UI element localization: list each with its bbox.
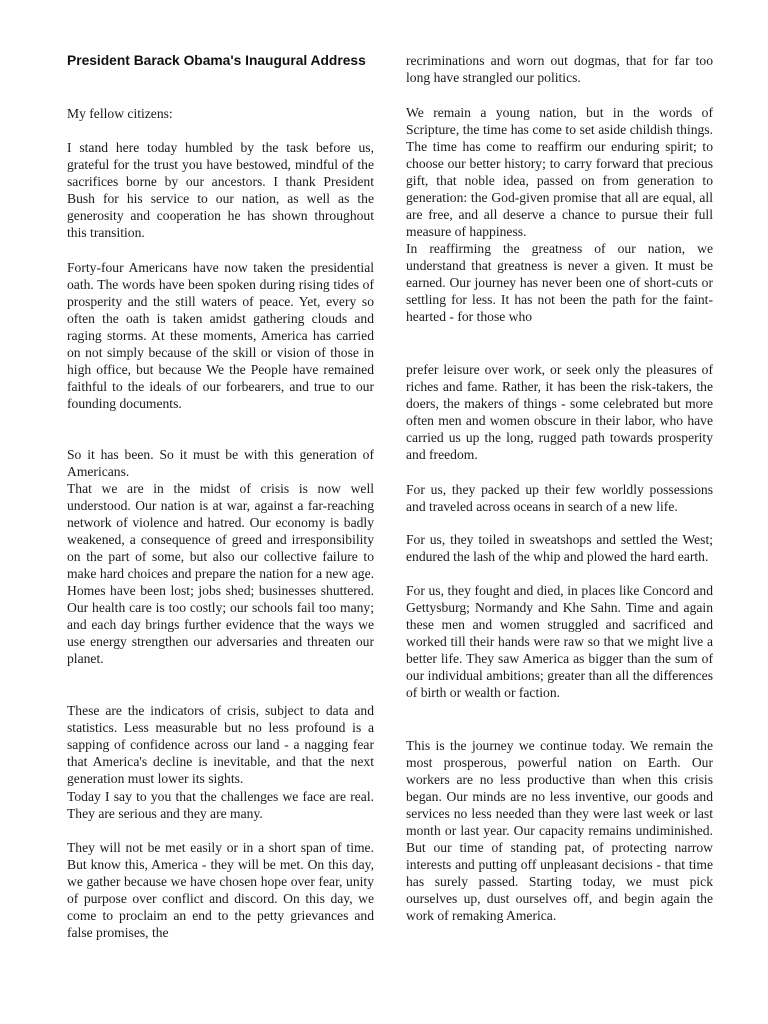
paragraph: Today I say to you that the challenges we face are real. They are serious and they are many. [67,789,374,822]
document-title: President Barack Obama's Inaugural Address [67,53,366,68]
paragraph: In reaffirming the greatness of our nation, we understand that greatness is never a given. It must be earned. Our journey has never been one of short-cuts or settling for less. It has not been the path for the faint-hearted - for those who [406,241,713,325]
paragraph: That we are in the midst of crisis is now well understood. Our nation is at war, against a far-reaching network of violence and hatred. Our economy is badly weakened, a consequence of greed and irresponsibility on the part of some, but also our collective failure to make hard choices and prepare the nation for a new age. Homes have been lost; jobs shed; businesses shuttered. Our health care is too costly; our schools fail too many; and each day brings further evidence that the ways we use energy strengthen our adversaries and threaten our planet. [67,481,374,667]
paragraph: Forty-four Americans have now taken the presidential oath. The words have been spoken during rising tides of prosperity and the still waters of peace. Yet, every so often the oath is taken amidst gathering clouds and raging storms. At these moments, America has carried on not simply because of the skill or vision of those in high office, but because We the People have remained faithful to the ideals of our forbearers, and true to our founding documents. [67,260,374,412]
paragraph: We remain a young nation, but in the words of Scripture, the time has come to set aside childish things. The time has come to reaffirm our enduring spirit; to choose our better history; to carry forward that precious gift, that noble idea, passed on from generation to generation: the God-given promise that all are equal, all are free, and all deserve a chance to pursue their full measure of happiness. [406,105,713,240]
paragraph: For us, they toiled in sweatshops and settled the West; endured the lash of the whip and plowed the hard earth. [406,532,713,565]
paragraph: So it has been. So it must be with this generation of Americans. [67,447,374,480]
paragraph: I stand here today humbled by the task before us, grateful for the trust you have bestowed, mindful of the sacrifices borne by our ancestors. I thank President Bush for his service to our nation, as well as the generosity and cooperation he has shown throughout this transition. [67,140,374,241]
paragraph: recriminations and worn out dogmas, that for far too long have strangled our politics. [406,53,713,86]
paragraph: For us, they fought and died, in places like Concord and Gettysburg; Normandy and Khe Sahn. Time and again these men and women struggled and sacrificed and worked till their hands were raw so that we might live a better life. They saw America as bigger than the sum of our individual ambitions; greater than all the differences of birth or wealth or faction. [406,583,713,701]
paragraph: prefer leisure over work, or seek only the pleasures of riches and fame. Rather, it has been the risk-takers, the doers, the makers of things - some celebrated but more often men and women obscure in their labor, who have carried us up the long, rugged path towards prosperity and freedom. [406,362,713,463]
paragraph: This is the journey we continue today. We remain the most prosperous, powerful nation on Earth. Our workers are no less productive than when this crisis began. Our minds are no less inventive, our goods and services no less needed than they were last week or last month or last year. Our capacity remains undiminished. But our time of standing pat, of protecting narrow interests and putting off unpleasant decisions - that time has surely passed. Starting today, we must pick ourselves up, dust ourselves off, and begin again the work of remaking America. [406,738,713,924]
paragraph: They will not be met easily or in a short span of time. But know this, America - they will be met. On this day, we gather because we have chosen hope over fear, unity of purpose over conflict and discord. On this day, we come to proclaim an end to the petty grievances and false promises, the [67,840,374,941]
paragraph-salutation: My fellow citizens: [67,106,173,121]
paragraph: For us, they packed up their few worldly possessions and traveled across oceans in search of a new life. [406,482,713,515]
paragraph: These are the indicators of crisis, subject to data and statistics. Less measurable but no less profound is a sapping of confidence across our land - a nagging fear that America's decline is inevitable, and that the next generation must lower its sights. [67,703,374,787]
